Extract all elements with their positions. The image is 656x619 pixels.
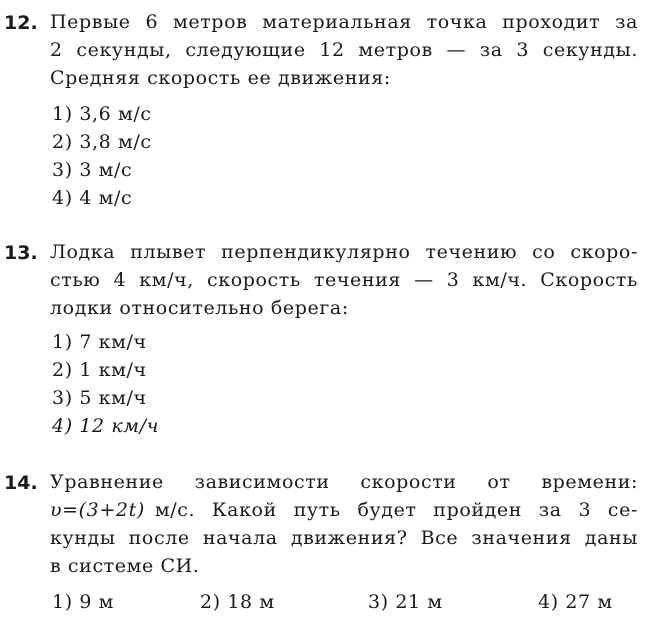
question-line: стью 4 км/ч, скорость течения — 3 км/ч. Скорость [50, 269, 638, 291]
question-line-with-formula [50, 496, 638, 524]
problem-number: 12. [4, 12, 38, 34]
answer-option: 1) 3,6 м/с [52, 103, 152, 125]
answer-option: 2) 1 км/ч [52, 359, 147, 381]
question-line: Лодка плывет перпендикулярно течению со скоро- [50, 241, 638, 263]
answer-option: 1) 7 км/ч [52, 331, 147, 353]
question-line: кунды после начала движения? Все значения даны [50, 527, 638, 549]
question-line: лодки относительно берега: [50, 297, 349, 319]
answer-option: 4) 27 м [538, 591, 613, 613]
answer-option: 3) 3 м/с [52, 159, 133, 181]
answer-option: 2) 3,8 м/с [52, 131, 152, 153]
answer-option: 4) 12 км/ч [52, 415, 160, 437]
question-line: в системе СИ. [50, 555, 200, 577]
answer-option: 3) 5 км/ч [52, 387, 147, 409]
answer-option: 1) 9 м [52, 591, 115, 613]
answer-option: 2) 18 м [200, 591, 275, 613]
question-text: м/с. Какой путь будет пройден за 3 се- [154, 499, 638, 521]
question-line: Первые 6 метров материальная точка проходит за [50, 11, 638, 33]
question-line: Средняя скорость ее движения: [50, 67, 391, 89]
answer-option: 4) 4 м/с [52, 187, 133, 209]
question-line: 2 секунды, следующие 12 метров — за 3 секунды. [50, 39, 638, 61]
problem-number: 14. [4, 472, 38, 494]
problem-number: 13. [4, 242, 38, 264]
question-line: Уравнение зависимости скорости от времени: [50, 471, 638, 493]
velocity-formula: υ=(3+2t) [50, 499, 145, 521]
answer-option: 3) 21 м [368, 591, 443, 613]
